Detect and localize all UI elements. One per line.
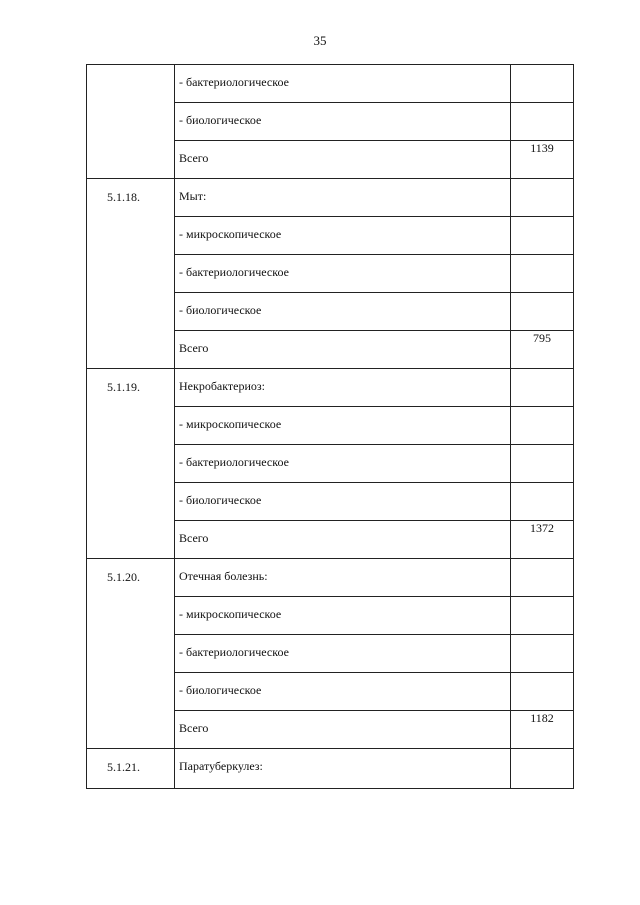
row-name-cell: - бактериологическое	[175, 445, 511, 483]
row-value-cell	[511, 407, 574, 445]
row-value-cell	[511, 749, 574, 789]
row-value-cell	[511, 445, 574, 483]
row-value-cell: 1139	[511, 141, 574, 179]
row-value-cell	[511, 597, 574, 635]
row-name-cell: - бактериологическое	[175, 255, 511, 293]
page-number: 35	[313, 33, 327, 48]
row-value-cell	[511, 293, 574, 331]
row-name-cell: - бактериологическое	[175, 65, 511, 103]
row-name-cell: - микроскопическое	[175, 597, 511, 635]
row-number-cell: 5.1.18.	[87, 179, 175, 369]
row-name-cell: - бактериологическое	[175, 635, 511, 673]
row-name-cell: - микроскопическое	[175, 407, 511, 445]
row-name-cell: Отечная болезнь:	[175, 559, 511, 597]
table-row	[87, 65, 574, 103]
row-value-cell	[511, 559, 574, 597]
row-name-cell: Всего	[175, 141, 511, 179]
row-name-cell: - биологическое	[175, 103, 511, 141]
row-number-cell: 5.1.20.	[87, 559, 175, 749]
row-name-cell: - биологическое	[175, 293, 511, 331]
row-value-cell	[511, 179, 574, 217]
row-name-cell: - биологическое	[175, 483, 511, 521]
row-value-cell	[511, 635, 574, 673]
row-value-cell	[511, 217, 574, 255]
row-name-cell: Всего	[175, 331, 511, 369]
row-name-cell: Мыт:	[175, 179, 511, 217]
table-row	[87, 179, 574, 217]
row-value-cell	[511, 483, 574, 521]
row-name-cell: Некробактериоз:	[175, 369, 511, 407]
row-value-cell	[511, 255, 574, 293]
row-number-cell: 5.1.21.	[87, 749, 175, 789]
row-value-cell	[511, 673, 574, 711]
row-value-cell: 1182	[511, 711, 574, 749]
row-name-cell: Паратуберкулез:	[175, 749, 511, 789]
row-value-cell	[511, 65, 574, 103]
table-row	[87, 749, 574, 789]
row-name-cell: - биологическое	[175, 673, 511, 711]
row-value-cell	[511, 369, 574, 407]
row-number-cell	[87, 65, 175, 179]
row-number-cell: 5.1.19.	[87, 369, 175, 559]
table-row	[87, 369, 574, 407]
table-row	[87, 559, 574, 597]
row-value-cell: 1372	[511, 521, 574, 559]
row-name-cell: Всего	[175, 711, 511, 749]
row-value-cell: 795	[511, 331, 574, 369]
row-value-cell	[511, 103, 574, 141]
data-table	[86, 64, 574, 789]
row-name-cell: Всего	[175, 521, 511, 559]
row-name-cell: - микроскопическое	[175, 217, 511, 255]
